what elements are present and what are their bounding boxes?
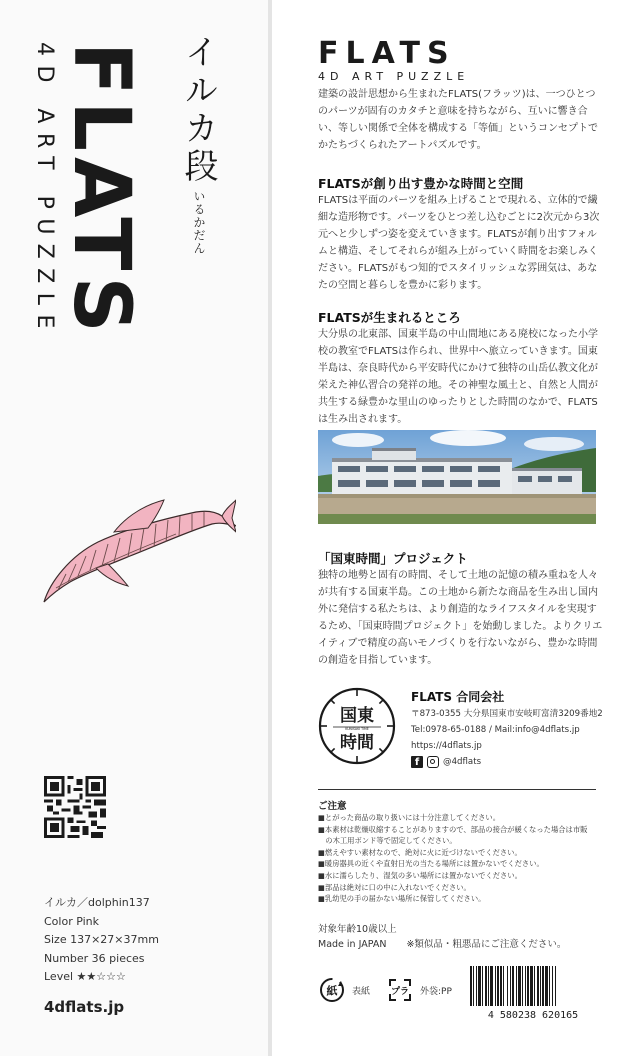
notice-item: ■部品は絶対に口の中に入れないでください。 — [318, 882, 471, 892]
barcode-bar — [478, 966, 481, 1006]
spec-pieces: Number 36 pieces — [44, 951, 145, 965]
barcode-bar — [470, 966, 472, 1006]
section-body-origin: 大分県の北東部、国東半島の中山間地にある廃校になった小学校の教室でFLATSは作られ、世界中へ旅立っていきます。国東半島は、奈良時代から平安時代にかけて独特の山岳仏教文化が栄えた神仏習合の発祥の地。その神聖な風土と、自然と人間が共生する緑豊かな里山のゆったりとした時間のなかで、FLATSは生み出されます。 — [318, 329, 598, 425]
paper-recycle-icon — [318, 976, 346, 1004]
product-specs — [44, 894, 159, 987]
brand-tagline: 4D ART PUZZLE — [318, 70, 470, 83]
counterfeit-warning: ※類似品・粗悪品にご注意ください。 — [406, 939, 567, 950]
company-name: FLATS 合同会社 — [411, 690, 505, 704]
barcode-bar — [490, 966, 493, 1006]
barcode-bar — [527, 966, 529, 1006]
barcode-icon — [466, 966, 600, 1020]
barcode-bar — [476, 966, 477, 1006]
section-body-time-space: FLATSは平面のパーツを組み上げることで現れる、立体的で繊細な造形物です。パーツをひとつ差し込むごとに2次元から3次元へと少しずつ姿を変えていきます。FLATSが創り出すフォルムと構造、そしてそれらが組み上がっていく時間をお楽しみください。FLATSがもつ知的でスタイリッシュな雰囲気は、あなたの空間と暮らしを豊かに彩ります。 — [318, 195, 600, 291]
barcode-bar — [488, 966, 489, 1006]
notice-divider — [318, 789, 596, 790]
notice-item: ■乳幼児の手の届かない場所に保管してください。 — [318, 894, 486, 904]
barcode-bar — [503, 966, 504, 1006]
instagram-icon[interactable] — [427, 756, 439, 768]
seal-caption: KUNISAKI TIME — [345, 727, 369, 731]
notice-title: ご注意 — [318, 801, 347, 812]
company-address: 〒873-0355 大分県国東市安岐町富清3209番地2 — [411, 709, 603, 719]
kunisaki-time-seal-icon — [318, 687, 396, 765]
barcode-bar — [549, 966, 550, 1006]
barcode-number: 4 580238 620165 — [487, 1010, 579, 1020]
barcode-bar — [542, 966, 544, 1006]
social-handle[interactable]: @4dflats — [443, 757, 482, 767]
notice-item: の木工用ボンド等で固定してください。 — [318, 836, 457, 846]
notice-item: ■とがった商品の取り扱いには十分注意してください。 — [318, 813, 501, 822]
vertical-brand-wordmark — [58, 42, 144, 402]
seal-text-bottom: 時間 — [340, 733, 374, 753]
barcode-bar — [507, 966, 508, 1006]
barcode-bar — [552, 966, 553, 1006]
company-contact[interactable]: Tel:0978-65-0188 / Mail:info@4dflats.jp — [411, 725, 580, 735]
barcode-bar — [534, 966, 535, 1006]
spec-size: Size 137×27×37mm — [44, 933, 159, 946]
section-title-project: 「国東時間」プロジェクト — [318, 551, 468, 566]
social-row — [411, 754, 603, 770]
left-panel — [0, 0, 268, 1056]
barcode-bar — [485, 966, 487, 1006]
barcode-bar — [497, 966, 499, 1006]
recycling-marks — [318, 976, 452, 1004]
barcode-bar — [540, 966, 541, 1006]
seal-text-top: 国東 — [340, 706, 374, 726]
brand-logo: FLATS — [318, 36, 456, 71]
brand-tagline-vertical: 4D ART PUZZLE — [32, 42, 57, 338]
facebook-icon[interactable]: f — [411, 756, 423, 768]
product-reading: いるかだん — [192, 190, 206, 255]
barcode-bar — [510, 966, 511, 1006]
barcode-bar — [518, 966, 521, 1006]
spec-model: イルカ／dolphin137 — [44, 896, 150, 909]
notice-item: ■水に濡らしたり、湿気の多い場所には置かないでください。 — [318, 870, 522, 880]
notice-item: ■燃えやすい素材なので、絶対に火に近づけないでください。 — [318, 847, 522, 857]
barcode-bar — [512, 966, 514, 1006]
product-name-jp: イルカ段 — [178, 34, 218, 186]
vertical-tagline-wrap — [30, 42, 60, 402]
notice-list — [318, 812, 602, 905]
dolphin-puzzle-image — [36, 470, 236, 610]
target-age: 対象年齢10歳以上 — [318, 924, 397, 935]
age-origin-block — [318, 922, 566, 952]
barcode-bar — [495, 966, 496, 1006]
plastic-mark-text: プラ — [391, 987, 410, 997]
paper-mark-text: 紙 — [326, 984, 338, 998]
barcode-bar — [537, 966, 539, 1006]
barcode-bar — [473, 966, 474, 1006]
brand-name-vertical: FLATS — [56, 42, 146, 339]
qr-code-icon[interactable] — [44, 776, 106, 838]
barcode-bar — [500, 966, 502, 1006]
company-info — [411, 688, 603, 770]
barcode-bar — [525, 966, 526, 1006]
intro-paragraph: 建築の設計思想から生まれたFLATS(フラッツ)は、一つひとつのパーツが固有のカタチと意味を持ちながら、互いに響き合い、等しい関係で全体を構成する「等価」というコンセプトでかたちづくられたアートパズルです。 — [318, 89, 598, 151]
made-in-label: Made in JAPAN — [318, 939, 387, 950]
barcode-bar — [530, 966, 533, 1006]
spec-level: Level ★★☆☆☆ — [44, 970, 126, 983]
notice-item: ■暖房器具の近くや直射日光の当たる場所には置かないでください。 — [318, 859, 544, 869]
school-building-photo — [318, 430, 596, 524]
website-label[interactable]: 4dflats.jp — [44, 998, 125, 1016]
spec-color: Color Pink — [44, 914, 100, 928]
section-title-time-space: FLATSが創り出す豊かな時間と空間 — [318, 176, 524, 191]
barcode-bar — [522, 966, 523, 1006]
company-url[interactable]: https://4dflats.jp — [411, 741, 482, 751]
section-body-project: 独特の地勢と固有の時間、そして土地の記憶の積み重ねを人々が共有する国東半島。この土地から新たな商品を生み出し国内外に発信する私たちは、より創造的なライフスタイルを実現するため、「国東時間プロジェクト」を始動しました。よりクリエイティブで精度の高いモノづくりを行ないながら、豊かな時間の創造を目指しています。 — [318, 570, 603, 666]
barcode-bar — [482, 966, 483, 1006]
barcode-bar — [545, 966, 548, 1006]
plastic-recycle-icon — [386, 976, 414, 1004]
barcode-bar — [555, 966, 556, 1006]
notice-item: ■本素材は乾燥収縮することがありますので、部品の接合が緩くなった場合は市販 — [318, 824, 588, 834]
section-title-origin: FLATSが生まれるところ — [318, 310, 461, 325]
plastic-label: 外袋:PP — [420, 986, 452, 997]
paper-label: 表紙 — [352, 986, 371, 997]
barcode-bar — [516, 966, 517, 1006]
